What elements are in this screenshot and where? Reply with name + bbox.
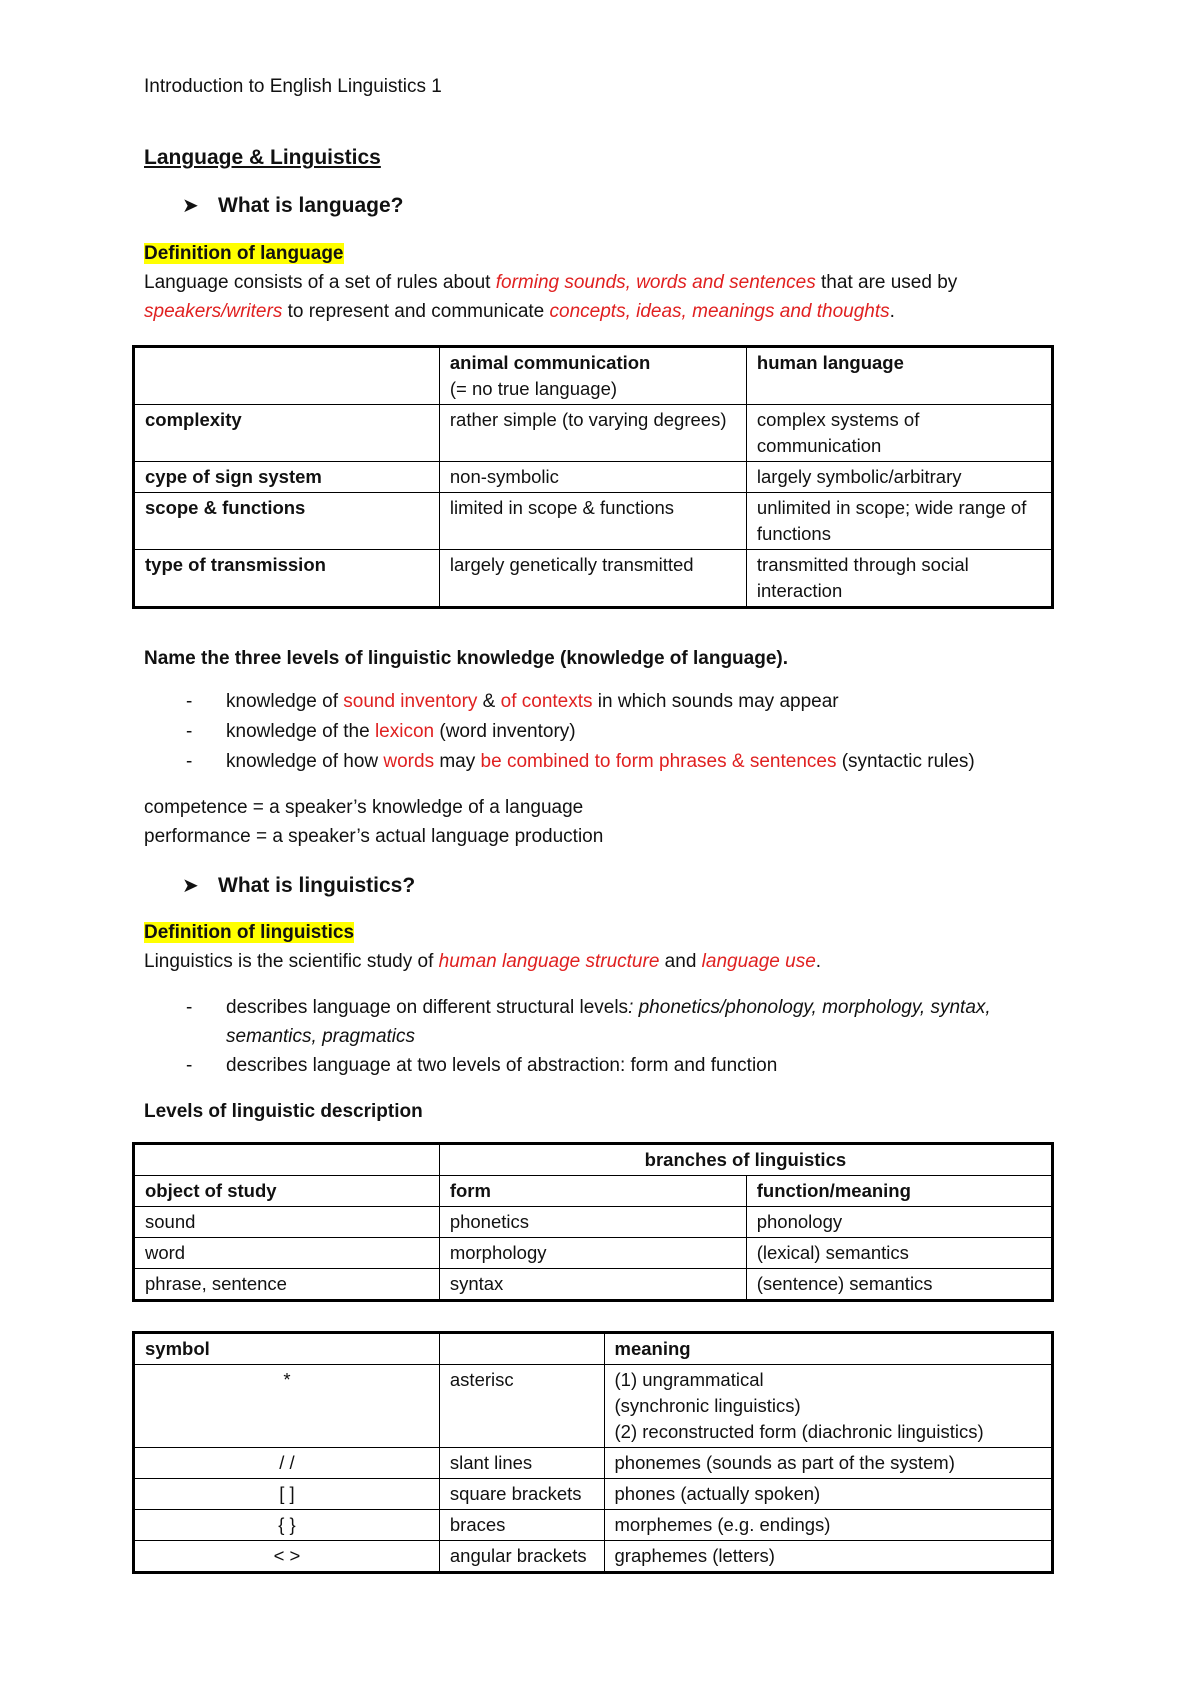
list-item-continuation: semantics, pragmatics [226, 1026, 416, 1047]
question-what-is-language [182, 193, 404, 218]
performance-line: performance = a speaker’s actual language production [144, 826, 604, 847]
table-header-row: object of study form function/meaning [134, 1176, 1053, 1207]
table-row: < > angular brackets graphemes (letters) [134, 1541, 1053, 1573]
list-item: - describes language on different structural levels: phonetics/phonology, morphology, syntax, [186, 997, 991, 1018]
definition-linguistics-label [144, 922, 354, 944]
list-item: - describes language at two levels of abstraction: form and function [186, 1055, 778, 1076]
table-row: sound phonetics phonology [134, 1207, 1053, 1238]
list-item: - knowledge of the lexicon (word inventory) [186, 721, 576, 742]
question-text: What is language? [218, 194, 404, 217]
table-header-row: symbol meaning [134, 1333, 1053, 1365]
table-top-row: branches of linguistics [134, 1144, 1053, 1176]
table-row: [ ] square brackets phones (actually spoken) [134, 1479, 1053, 1510]
table-row: scope & functions limited in scope & functions unlimited in scope; wide range of functions [134, 493, 1053, 550]
competence-line: competence = a speaker’s knowledge of a language [144, 797, 584, 818]
table-row: type of transmission largely genetically transmitted transmitted through social interaction [134, 550, 1053, 608]
levels-description-title: Levels of linguistic description [144, 1101, 423, 1122]
highlight-label: Definition of language [144, 243, 344, 264]
arrow-bullet-icon: ➤ [182, 875, 199, 897]
levels-question: Name the three levels of linguistic knowledge (knowledge of language). [144, 648, 789, 669]
list-item: - knowledge of how words may be combined to form phrases & sentences (syntactic rules) [186, 751, 975, 772]
table-row: / / slant lines phonemes (sounds as part of the system) [134, 1448, 1053, 1479]
definition-language-line1: Language consists of a set of rules about forming sounds, words and sentences that are used by [144, 272, 958, 293]
table-row: { } braces morphemes (e.g. endings) [134, 1510, 1053, 1541]
question-what-is-linguistics [182, 873, 415, 898]
levels-table [132, 1142, 1054, 1302]
comparison-table [132, 345, 1054, 609]
question-text: What is linguistics? [218, 874, 416, 897]
highlight-label: Definition of linguistics [144, 922, 355, 943]
definition-language-label [144, 243, 344, 265]
table-row: * asterisc (1) ungrammatical (synchronic linguistics) (2) reconstructed form (diachronic linguistics) [134, 1365, 1053, 1448]
table-header-row: animal communication (= no true language) human language [134, 347, 1053, 405]
definition-linguistics-line: Linguistics is the scientific study of human language structure and language use. [144, 951, 822, 972]
table-row: complexity rather simple (to varying degrees) complex systems of communication [134, 405, 1053, 462]
arrow-bullet-icon: ➤ [182, 195, 199, 217]
table-row: cype of sign system non-symbolic largely symbolic/arbitrary [134, 462, 1053, 493]
page-title: Language & Linguistics [144, 146, 381, 169]
table-row: word morphology (lexical) semantics [134, 1238, 1053, 1269]
definition-language-line2: speakers/writers to represent and communicate concepts, ideas, meanings and thoughts. [144, 301, 895, 322]
page-header: Introduction to English Linguistics 1 [144, 76, 442, 97]
symbols-table [132, 1331, 1054, 1574]
table-row: phrase, sentence syntax (sentence) semantics [134, 1269, 1053, 1301]
list-item: - knowledge of sound inventory & of contexts in which sounds may appear [186, 691, 839, 712]
